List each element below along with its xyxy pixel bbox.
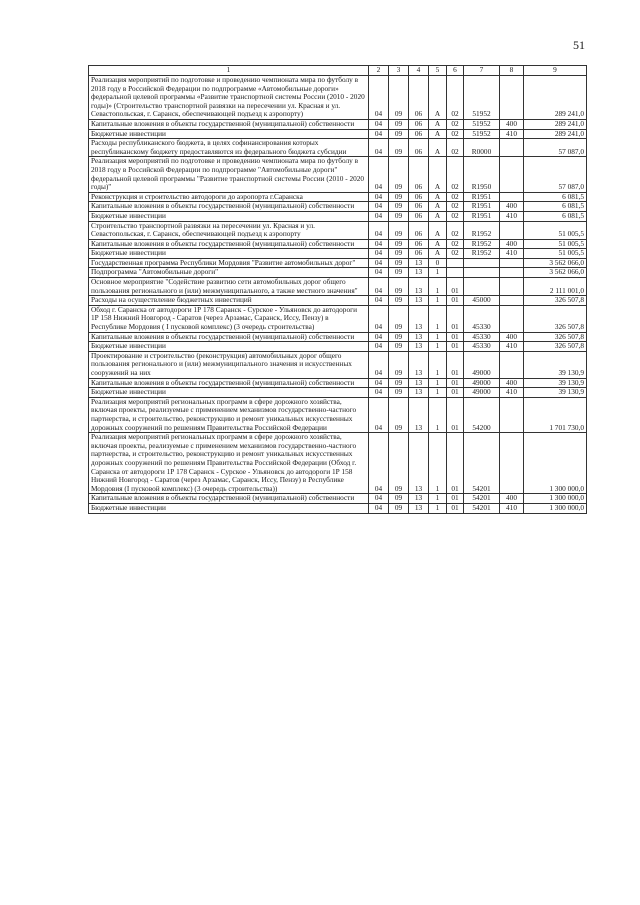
amount-cell: 1 300 000,0 — [524, 494, 587, 504]
subsection-code-cell: 09 — [389, 258, 409, 268]
program-code-cell: 13 — [409, 296, 429, 306]
amount-cell: 57 087,0 — [524, 139, 587, 157]
direction-code-cell: 54200 — [464, 397, 500, 432]
table-row — [89, 397, 587, 432]
section-code-cell: 04 — [369, 296, 389, 306]
subsection-code-cell: 09 — [389, 351, 409, 378]
direction-code-cell: 49000 — [464, 351, 500, 378]
expense-type-cell — [500, 258, 524, 268]
expense-type-cell — [500, 139, 524, 157]
amount-cell: 6 081,5 — [524, 202, 587, 212]
row-name-cell: Бюджетные инвестиции — [89, 388, 369, 398]
table-row — [89, 503, 587, 513]
subprogram-code-cell: 1 — [429, 494, 447, 504]
program-code-cell: 06 — [409, 249, 429, 259]
row-name-cell: Капитальные вложения в объекты государственной (муниципальной) собственности — [89, 332, 369, 342]
program-code-cell: 13 — [409, 378, 429, 388]
expense-type-cell: 400 — [500, 378, 524, 388]
subsection-code-cell: 09 — [389, 157, 409, 192]
table-row — [89, 494, 587, 504]
subsection-code-cell: 09 — [389, 221, 409, 239]
amount-cell: 39 130,9 — [524, 388, 587, 398]
section-code-cell: 04 — [369, 258, 389, 268]
expense-type-cell — [500, 157, 524, 192]
subsection-code-cell: 09 — [389, 278, 409, 296]
subprogram-code-cell: А — [429, 129, 447, 139]
table-row — [89, 119, 587, 129]
expense-type-cell — [500, 76, 524, 120]
subprogram-code-cell: 1 — [429, 433, 447, 494]
table-row — [89, 351, 587, 378]
table-header — [89, 66, 587, 76]
row-name-cell: Капитальные вложения в объекты государственной (муниципальной) собственности — [89, 494, 369, 504]
activity-code-cell: 01 — [447, 503, 464, 513]
program-code-cell: 06 — [409, 202, 429, 212]
section-code-cell: 04 — [369, 397, 389, 432]
activity-code-cell: 02 — [447, 192, 464, 202]
header-cell: 6 — [447, 66, 464, 76]
direction-code-cell — [464, 268, 500, 278]
section-code-cell: 04 — [369, 211, 389, 221]
activity-code-cell — [447, 268, 464, 278]
amount-cell: 6 081,5 — [524, 192, 587, 202]
amount-cell: 3 562 066,0 — [524, 258, 587, 268]
table-row — [89, 139, 587, 157]
program-code-cell: 06 — [409, 211, 429, 221]
program-code-cell: 13 — [409, 388, 429, 398]
activity-code-cell: 01 — [447, 305, 464, 332]
activity-code-cell: 01 — [447, 278, 464, 296]
subsection-code-cell: 09 — [389, 397, 409, 432]
row-name-cell: Капитальные вложения в объекты государственной (муниципальной) собственности — [89, 239, 369, 249]
row-name-cell: Подпрограмма "Автомобильные дороги" — [89, 268, 369, 278]
subprogram-code-cell: 1 — [429, 332, 447, 342]
row-name-cell: Бюджетные инвестиции — [89, 211, 369, 221]
activity-code-cell: 01 — [447, 378, 464, 388]
row-name-cell: Основное мероприятие "Содействие развитию сети автомобильных дорог общего пользования регионального и (или) межмуниципального, а также местного значения" — [89, 278, 369, 296]
program-code-cell: 06 — [409, 139, 429, 157]
subprogram-code-cell: А — [429, 119, 447, 129]
subsection-code-cell: 09 — [389, 119, 409, 129]
row-name-cell: Обход г. Саранска от автодороги 1Р 178 Саранск - Сурское - Ульяновск до автодороги 1Р 158 Нижний Новгород - Саратов (через Арзамас, Саранск, Исcу, Пензу) в Республике Мордовия ( I пусковой комплекс) (3 очередь строительства) — [89, 305, 369, 332]
subprogram-code-cell: 1 — [429, 378, 447, 388]
subprogram-code-cell: 1 — [429, 351, 447, 378]
direction-code-cell — [464, 278, 500, 296]
subprogram-code-cell: А — [429, 239, 447, 249]
section-code-cell: 04 — [369, 221, 389, 239]
table-row — [89, 211, 587, 221]
direction-code-cell: R0000 — [464, 139, 500, 157]
activity-code-cell: 01 — [447, 388, 464, 398]
subsection-code-cell: 09 — [389, 296, 409, 306]
activity-code-cell: 02 — [447, 76, 464, 120]
amount-cell: 51 005,5 — [524, 221, 587, 239]
section-code-cell: 04 — [369, 76, 389, 120]
subsection-code-cell: 09 — [389, 249, 409, 259]
activity-code-cell: 02 — [447, 221, 464, 239]
expense-type-cell — [500, 305, 524, 332]
program-code-cell: 13 — [409, 305, 429, 332]
subsection-code-cell: 09 — [389, 494, 409, 504]
subsection-code-cell: 09 — [389, 202, 409, 212]
table-row — [89, 305, 587, 332]
row-name-cell: Расходы республиканского бюджета, в целях софинансирования которых республиканскому бюджету предоставляются из федерального бюджета субсидии — [89, 139, 369, 157]
direction-code-cell: 51952 — [464, 76, 500, 120]
header-cell: 7 — [464, 66, 500, 76]
program-code-cell: 13 — [409, 278, 429, 296]
section-code-cell: 04 — [369, 388, 389, 398]
amount-cell: 326 507,8 — [524, 305, 587, 332]
header-cell: 2 — [369, 66, 389, 76]
section-code-cell: 04 — [369, 268, 389, 278]
activity-code-cell: 01 — [447, 433, 464, 494]
table-row — [89, 278, 587, 296]
program-code-cell: 06 — [409, 129, 429, 139]
direction-code-cell: R1951 — [464, 211, 500, 221]
header-row — [89, 66, 587, 76]
direction-code-cell: R1952 — [464, 221, 500, 239]
subprogram-code-cell: А — [429, 157, 447, 192]
subsection-code-cell: 09 — [389, 332, 409, 342]
subprogram-code-cell: 1 — [429, 397, 447, 432]
table-row — [89, 388, 587, 398]
table-row — [89, 157, 587, 192]
section-code-cell: 04 — [369, 332, 389, 342]
amount-cell: 289 241,0 — [524, 76, 587, 120]
program-code-cell: 13 — [409, 342, 429, 352]
row-name-cell: Бюджетные инвестиции — [89, 129, 369, 139]
activity-code-cell: 01 — [447, 296, 464, 306]
subsection-code-cell: 09 — [389, 388, 409, 398]
table-row — [89, 76, 587, 120]
activity-code-cell: 01 — [447, 342, 464, 352]
section-code-cell: 04 — [369, 378, 389, 388]
expense-type-cell — [500, 351, 524, 378]
subprogram-code-cell: А — [429, 202, 447, 212]
amount-cell: 1 701 730,0 — [524, 397, 587, 432]
amount-cell: 51 005,5 — [524, 249, 587, 259]
program-code-cell: 13 — [409, 503, 429, 513]
row-name-cell: Реализация мероприятий по подготовке и проведению чемпионата мира по футболу в 2018 году в Российской Федерации по подпрограмме «Автомобильные дороги» федеральной целевой программы «Развитие транспортной системы России (2010 - 2020 годы)» (Строительство транспортной развязки на пересечении ул. Красная и ул. Севастопольская, г. Саранск, обеспечивающей подъезд к аэропорту) — [89, 76, 369, 120]
direction-code-cell: 49000 — [464, 388, 500, 398]
expense-type-cell: 400 — [500, 332, 524, 342]
subprogram-code-cell: А — [429, 211, 447, 221]
row-name-cell: Реализация мероприятий по подготовке и проведению чемпионата мира по футболу в 2018 году в Российской Федерации по подпрограмме "Автомобильные дороги" федеральной целевой программы "Развитие транспортной системы России (2010 - 2020 годы)" — [89, 157, 369, 192]
activity-code-cell: 01 — [447, 397, 464, 432]
direction-code-cell: 49000 — [464, 378, 500, 388]
amount-cell: 326 507,8 — [524, 332, 587, 342]
amount-cell: 39 130,9 — [524, 351, 587, 378]
subsection-code-cell: 09 — [389, 342, 409, 352]
section-code-cell: 04 — [369, 249, 389, 259]
program-code-cell: 13 — [409, 433, 429, 494]
expense-type-cell — [500, 268, 524, 278]
expense-type-cell: 400 — [500, 239, 524, 249]
subsection-code-cell: 09 — [389, 305, 409, 332]
row-name-cell: Бюджетные инвестиции — [89, 342, 369, 352]
page-number: 51 — [573, 38, 585, 52]
header-cell: 1 — [89, 66, 369, 76]
expense-type-cell — [500, 221, 524, 239]
subsection-code-cell: 09 — [389, 503, 409, 513]
row-name-cell: Государственная программа Республики Мордовия "Развитие автомобильных дорог" — [89, 258, 369, 268]
table-row — [89, 433, 587, 494]
table-row — [89, 202, 587, 212]
activity-code-cell: 02 — [447, 239, 464, 249]
row-name-cell: Реконструкция и строительство автодороги до аэропорта г.Саранска — [89, 192, 369, 202]
header-cell: 4 — [409, 66, 429, 76]
expense-type-cell — [500, 278, 524, 296]
subsection-code-cell: 09 — [389, 129, 409, 139]
expense-type-cell: 410 — [500, 249, 524, 259]
program-code-cell: 06 — [409, 119, 429, 129]
activity-code-cell: 02 — [447, 249, 464, 259]
expense-type-cell: 410 — [500, 503, 524, 513]
amount-cell: 51 005,5 — [524, 239, 587, 249]
activity-code-cell: 02 — [447, 119, 464, 129]
table-row — [89, 249, 587, 259]
direction-code-cell: R1952 — [464, 249, 500, 259]
subsection-code-cell: 09 — [389, 239, 409, 249]
table-row — [89, 296, 587, 306]
direction-code-cell: 45330 — [464, 332, 500, 342]
activity-code-cell — [447, 258, 464, 268]
section-code-cell: 04 — [369, 494, 389, 504]
direction-code-cell: R1950 — [464, 157, 500, 192]
section-code-cell: 04 — [369, 503, 389, 513]
subsection-code-cell: 09 — [389, 211, 409, 221]
amount-cell: 57 087,0 — [524, 157, 587, 192]
subsection-code-cell: 09 — [389, 378, 409, 388]
direction-code-cell: 54201 — [464, 494, 500, 504]
program-code-cell: 13 — [409, 494, 429, 504]
section-code-cell: 04 — [369, 305, 389, 332]
section-code-cell: 04 — [369, 342, 389, 352]
budget-table — [88, 65, 587, 514]
amount-cell: 289 241,0 — [524, 119, 587, 129]
subprogram-code-cell: 1 — [429, 503, 447, 513]
amount-cell: 1 300 000,0 — [524, 503, 587, 513]
row-name-cell: Проектирование и строительство (реконструкция) автомобильных дорог общего пользования регионального и (или) межмуниципального значения и искусственных сооружений на них — [89, 351, 369, 378]
header-cell: 9 — [524, 66, 587, 76]
direction-code-cell: 45330 — [464, 342, 500, 352]
direction-code-cell: 51952 — [464, 129, 500, 139]
subprogram-code-cell: 1 — [429, 278, 447, 296]
subprogram-code-cell: А — [429, 221, 447, 239]
subprogram-code-cell: А — [429, 192, 447, 202]
expense-type-cell: 410 — [500, 129, 524, 139]
direction-code-cell: 45330 — [464, 305, 500, 332]
row-name-cell: Капитальные вложения в объекты государственной (муниципальной) собственности — [89, 378, 369, 388]
program-code-cell: 06 — [409, 239, 429, 249]
program-code-cell: 06 — [409, 192, 429, 202]
subprogram-code-cell: 1 — [429, 305, 447, 332]
section-code-cell: 04 — [369, 157, 389, 192]
subsection-code-cell: 09 — [389, 433, 409, 494]
direction-code-cell: 54201 — [464, 503, 500, 513]
expense-type-cell: 400 — [500, 119, 524, 129]
subprogram-code-cell: А — [429, 139, 447, 157]
header-cell: 5 — [429, 66, 447, 76]
program-code-cell: 06 — [409, 157, 429, 192]
table-row — [89, 342, 587, 352]
program-code-cell: 13 — [409, 258, 429, 268]
row-name-cell: Реализация мероприятий региональных программ в сфере дорожного хозяйства, включая проекты, реализуемые с применением механизмов государственно-частного партнерства, и строительство, реконструкцию и ремонт уникальных искусственных дорожных сооружений по решениям Правительства Российской Федерации (Обход г. Саранска от автодороги 1Р 178 Саранск - Сурское - Ульяновск до автодороги 1Р 158 Нижний Новгород - Саратов (через Арзамас, Саранск, Исcу, Пензу) в Республике Мордовия (I пусковой комплекс) (3 очередь строительства)) — [89, 433, 369, 494]
subprogram-code-cell: 1 — [429, 296, 447, 306]
expense-type-cell: 400 — [500, 202, 524, 212]
program-code-cell: 13 — [409, 268, 429, 278]
table-body — [89, 76, 587, 514]
expense-type-cell: 410 — [500, 342, 524, 352]
section-code-cell: 04 — [369, 278, 389, 296]
direction-code-cell: R1951 — [464, 192, 500, 202]
program-code-cell: 13 — [409, 351, 429, 378]
row-name-cell: Бюджетные инвестиции — [89, 503, 369, 513]
row-name-cell: Строительство транспортной развязки на пересечении ул. Красная и ул. Севастопольская, г. Саранск, обеспечивающей подъезд к аэропорту — [89, 221, 369, 239]
section-code-cell: 04 — [369, 129, 389, 139]
activity-code-cell: 02 — [447, 139, 464, 157]
direction-code-cell — [464, 258, 500, 268]
row-name-cell: Капитальные вложения в объекты государственной (муниципальной) собственности — [89, 202, 369, 212]
activity-code-cell: 02 — [447, 202, 464, 212]
amount-cell: 39 130,9 — [524, 378, 587, 388]
subsection-code-cell: 09 — [389, 139, 409, 157]
program-code-cell: 13 — [409, 397, 429, 432]
activity-code-cell: 02 — [447, 211, 464, 221]
direction-code-cell: R1951 — [464, 202, 500, 212]
subsection-code-cell: 09 — [389, 268, 409, 278]
amount-cell: 289 241,0 — [524, 129, 587, 139]
program-code-cell: 13 — [409, 332, 429, 342]
activity-code-cell: 01 — [447, 332, 464, 342]
row-name-cell: Расходы на осуществление бюджетных инвестиций — [89, 296, 369, 306]
program-code-cell: 06 — [409, 221, 429, 239]
section-code-cell: 04 — [369, 351, 389, 378]
section-code-cell: 04 — [369, 119, 389, 129]
subsection-code-cell: 09 — [389, 76, 409, 120]
subprogram-code-cell: 1 — [429, 342, 447, 352]
direction-code-cell: 51952 — [464, 119, 500, 129]
direction-code-cell: 45000 — [464, 296, 500, 306]
subprogram-code-cell: А — [429, 76, 447, 120]
amount-cell: 3 562 066,0 — [524, 268, 587, 278]
amount-cell: 6 081,5 — [524, 211, 587, 221]
section-code-cell: 04 — [369, 433, 389, 494]
header-cell: 3 — [389, 66, 409, 76]
activity-code-cell: 02 — [447, 157, 464, 192]
direction-code-cell: 54201 — [464, 433, 500, 494]
expense-type-cell — [500, 296, 524, 306]
subprogram-code-cell: 0 — [429, 258, 447, 268]
section-code-cell: 04 — [369, 192, 389, 202]
section-code-cell: 04 — [369, 139, 389, 157]
table-row — [89, 221, 587, 239]
amount-cell: 2 111 001,0 — [524, 278, 587, 296]
section-code-cell: 04 — [369, 239, 389, 249]
expense-type-cell — [500, 433, 524, 494]
amount-cell: 326 507,8 — [524, 342, 587, 352]
activity-code-cell: 02 — [447, 129, 464, 139]
section-code-cell: 04 — [369, 202, 389, 212]
program-code-cell: 06 — [409, 76, 429, 120]
subprogram-code-cell: А — [429, 249, 447, 259]
row-name-cell: Капитальные вложения в объекты государственной (муниципальной) собственности — [89, 119, 369, 129]
subprogram-code-cell: 1 — [429, 388, 447, 398]
row-name-cell: Реализация мероприятий региональных программ в сфере дорожного хозяйства, включая проекты, реализуемые с применением механизмов государственно-частного партнерства, и строительство, реконструкцию и ремонт уникальных искусственных дорожных сооружений по решениям Правительства Российской Федерации — [89, 397, 369, 432]
expense-type-cell — [500, 397, 524, 432]
expense-type-cell: 400 — [500, 494, 524, 504]
row-name-cell: Бюджетные инвестиции — [89, 249, 369, 259]
activity-code-cell: 01 — [447, 494, 464, 504]
subsection-code-cell: 09 — [389, 192, 409, 202]
activity-code-cell: 01 — [447, 351, 464, 378]
header-cell: 8 — [500, 66, 524, 76]
amount-cell: 1 300 000,0 — [524, 433, 587, 494]
direction-code-cell: R1952 — [464, 239, 500, 249]
subprogram-code-cell: 1 — [429, 268, 447, 278]
expense-type-cell: 410 — [500, 388, 524, 398]
amount-cell: 326 507,8 — [524, 296, 587, 306]
expense-type-cell: 410 — [500, 211, 524, 221]
